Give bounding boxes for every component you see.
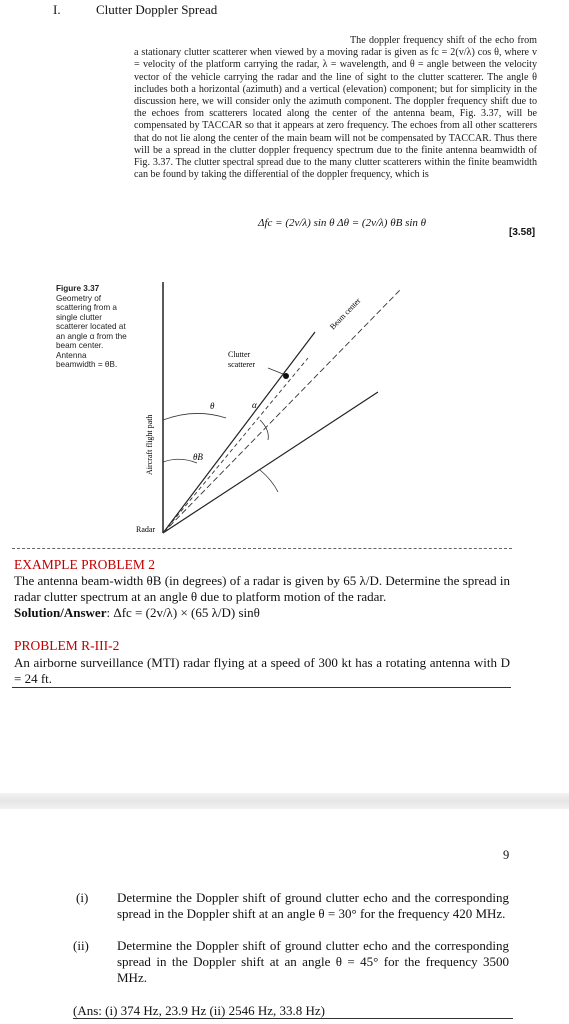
dashed-divider bbox=[12, 548, 512, 549]
equation: Δfc = (2v/λ) sin θ Δθ = (2v/λ) θB sin θ bbox=[258, 217, 427, 229]
solution-text: : Δfc = (2v/λ) × (65 λ/D) sinθ bbox=[106, 605, 260, 620]
body-paragraph: The doppler frequency shift of the echo from a stationary clutter scatterer when viewed by a moving radar is given as fc = 2(v/λ) cos θ, where v = velocity of the platform carrying the radar, λ = wavelength, and θ = angle between the velocity vector of the vehicle carrying the radar and the line of sight to the clutter scatterer. The angle θ includes both a horizontal (azimuth) and a vertical (elevation) component; but for simplicity in the discussion here, we will consider only the azimuth component. The doppler frequency shift due to the echoes from scatterers located along the center of the antenna beam, Fig. 3.37, will be compensated by TACCAR so that it appears at zero frequency. The echoes from all other scatterers that do not lie along the center of the main beam will not be compensated by TACCAR. Thus there will be a spread in the clutter doppler frequency spectrum due to the finite antenna beamwidth of Fig. 3.37. The clutter spectral spread due to the many clutter scatterers within the finite beamwidth can be found by taking the differential of the doppler frequency, which is bbox=[134, 35, 537, 181]
scatterer-label: scatterer bbox=[228, 360, 256, 369]
problem-rule bbox=[12, 687, 511, 688]
problem-title: PROBLEM R-III-2 bbox=[14, 638, 120, 653]
radar-label: Radar bbox=[136, 525, 156, 534]
lower-arrow-arc bbox=[260, 470, 278, 492]
theta-label: θ bbox=[210, 401, 215, 411]
item-number: (i) bbox=[76, 890, 89, 905]
answer-rule bbox=[73, 1018, 513, 1019]
figure-label: Figure 3.37 bbox=[56, 284, 100, 293]
example-title: EXAMPLE PROBLEM 2 bbox=[14, 557, 156, 572]
figure-caption-text: Geometry of scattering from a single clutter scatterer located at an angle α from the beam center. Antenna beamwidth = θB. bbox=[56, 293, 127, 369]
solution-label: Solution/Answer bbox=[14, 605, 107, 620]
section-title: Clutter Doppler Spread bbox=[96, 2, 218, 17]
theta-b-arc bbox=[163, 459, 197, 463]
page-break-band bbox=[0, 793, 569, 809]
example-statement: The antenna beam-width θB (in degrees) of a radar is given by 65 λ/D. Determine the spread in radar clutter spectrum at an angle θ due to platform motion of the radar. bbox=[14, 573, 510, 604]
theta-b-label: θB bbox=[193, 452, 203, 462]
clutter-label: Clutter bbox=[228, 350, 251, 359]
alpha-label: α bbox=[252, 400, 257, 410]
flight-path-label: Aircraft flight path bbox=[145, 414, 154, 475]
alpha-arc bbox=[260, 420, 268, 440]
figure-diagram bbox=[120, 270, 420, 540]
scatterer-line bbox=[163, 358, 308, 533]
beam-center-label: Beam center bbox=[327, 296, 363, 332]
beam-center-line bbox=[163, 290, 400, 533]
theta-arc bbox=[163, 413, 226, 420]
item-text: Determine the Doppler shift of ground clutter echo and the corresponding spread in the Doppler shift at an angle θ = 45° for the frequency 3500 MHz. bbox=[117, 938, 509, 985]
item-number: (ii) bbox=[73, 938, 89, 953]
page-number: 9 bbox=[503, 848, 510, 862]
section-number: I. bbox=[53, 2, 61, 17]
scatterer-pointer bbox=[268, 368, 283, 374]
problem-statement: An airborne surveillance (MTI) radar flying at a speed of 300 kt has a rotating antenna with D = 24 ft. bbox=[14, 655, 510, 686]
equation-number: [3.58] bbox=[509, 227, 536, 238]
item-text: Determine the Doppler shift of ground clutter echo and the corresponding spread in the Doppler shift at an angle θ = 30° for the frequency 420 MHz. bbox=[117, 890, 509, 921]
example-body bbox=[14, 573, 510, 621]
clutter-scatterer-dot bbox=[283, 373, 289, 379]
figure-caption bbox=[56, 284, 128, 370]
answer-line: (Ans: (i) 374 Hz, 23.9 Hz (ii) 2546 Hz, 33.8 Hz) bbox=[73, 1003, 326, 1018]
